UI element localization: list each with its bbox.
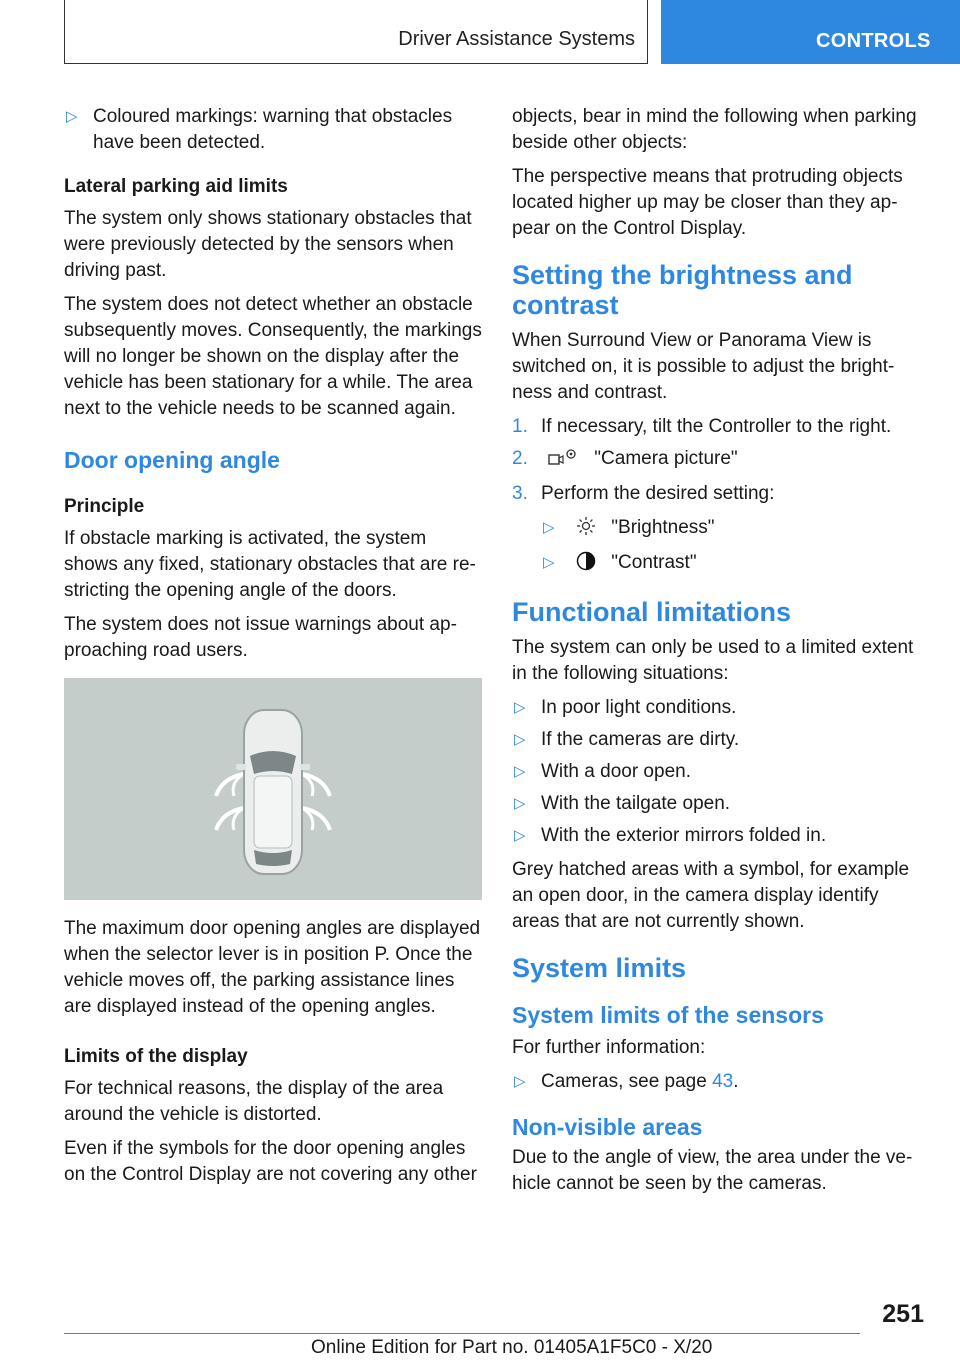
camera-settings-icon [547,447,579,475]
door-angle-figure [64,678,482,900]
paragraph: When Surround View or Panorama View is switched on, it is possible to adjust the brightness and contrast. [512,330,895,403]
paragraph: The system does not issue warnings about approaching road users. [64,614,457,661]
principle-heading: Principle [64,496,145,517]
paragraph: For technical reasons, the display of the area around the vehicle is distorted. [64,1078,444,1125]
triangle-bullet-icon: ▷ [66,108,78,125]
system-limits-heading: System limits [512,953,687,983]
header-section-title: Driver Assistance Systems [398,28,635,50]
car-top-view-illustration [64,678,482,900]
contrast-icon [576,551,596,579]
triangle-bullet-icon: ▷ [514,1073,526,1090]
step-item: 3. Perform the desired setting: [512,483,775,504]
paragraph: The perspective means that protruding objects located higher up may be closer than they appear on the Control Display. [512,166,903,239]
step-item: 2. "Camera picture" [512,446,924,475]
bullet-list [64,104,482,156]
sensors-limits-heading: System limits of the sensors [512,1002,824,1028]
door-opening-heading: Door opening angle [64,447,280,473]
lateral-parking-heading: Lateral parking aid limits [64,176,288,197]
paragraph: Due to the angle of view, the area under the vehicle cannot be seen by the cameras. [512,1147,913,1194]
list-item: ▷ "Brightness" [541,515,924,544]
paragraph: For further information: [512,1037,706,1058]
page-number: 251 [882,1300,924,1328]
triangle-bullet-icon: ▷ [514,763,526,780]
paragraph: objects, bear in mind the following when parking beside other objects: [512,106,917,153]
right-column [512,104,924,1205]
functional-limitations-heading: Functional limitations [512,597,792,627]
triangle-bullet-icon: ▷ [514,731,526,748]
paragraph: The system does not detect whether an obstacle subsequently moves. Consequently, the markings will no longer be shown on the display after the vehicle has been stationary for a while. The area next to the vehicle needs to be scanned again. [64,294,482,419]
step-item: 1. If necessary, tilt the Controller to the right. [512,416,892,437]
paragraph: Grey hatched areas with a symbol, for example an open door, in the camera display identify areas that are not currently shown. [512,859,910,932]
header-frame [64,0,648,64]
triangle-bullet-icon: ▷ [543,554,555,571]
list-item: ▷ "Contrast" [541,550,924,579]
paragraph: If obstacle marking is activated, the system shows any fixed, stationary obstacles that are restricting the opening angle of the doors. [64,528,476,601]
list-item: ▷ If the cameras are dirty. [512,727,924,753]
triangle-bullet-icon: ▷ [514,699,526,716]
paragraph: The maximum door opening angles are displayed when the selector lever is in position P. Once the vehicle moves off, the parking assistance lines are displayed instead of the opening angles. [64,918,481,1017]
triangle-bullet-icon: ▷ [514,795,526,812]
paragraph: Even if the symbols for the door opening angles on the Control Display are not covering any other [64,1138,477,1185]
list-item: ▷ In poor light conditions. [512,695,924,721]
list-item: ▷ Cameras, see page 43. [512,1069,924,1095]
list-item: ▷ Coloured markings: warning that obstacles have been detected. [66,106,453,153]
paragraph: The system only shows stationary obstacles that were previously detected by the sensors when driving past. [64,208,472,281]
triangle-bullet-icon: ▷ [543,519,555,536]
page-link[interactable]: 43 [712,1071,734,1092]
steps-list [512,414,924,507]
list-item: ▷ With the exterior mirrors folded in. [512,823,924,849]
triangle-bullet-icon: ▷ [514,827,526,844]
header-tab-label: CONTROLS [816,30,931,52]
limitations-list [512,695,924,849]
list-item: ▷ With a door open. [512,759,924,785]
footer-edition: Online Edition for Part no. 01405A1F5C0 - X/20 [311,1337,713,1358]
left-column [64,104,482,1196]
header-tab [661,0,960,64]
brightness-contrast-heading: Setting the brightness and contrast [512,260,853,320]
sensors-list [512,1069,924,1095]
brightness-icon [576,516,596,544]
paragraph: The system can only be used to a limited extent in the following situations: [512,637,914,684]
non-visible-areas-heading: Non-visible areas [512,1114,703,1140]
footer-divider [64,1333,860,1334]
settings-list [541,515,924,579]
list-item: ▷ With the tailgate open. [512,791,924,817]
limits-display-heading: Limits of the display [64,1046,248,1067]
